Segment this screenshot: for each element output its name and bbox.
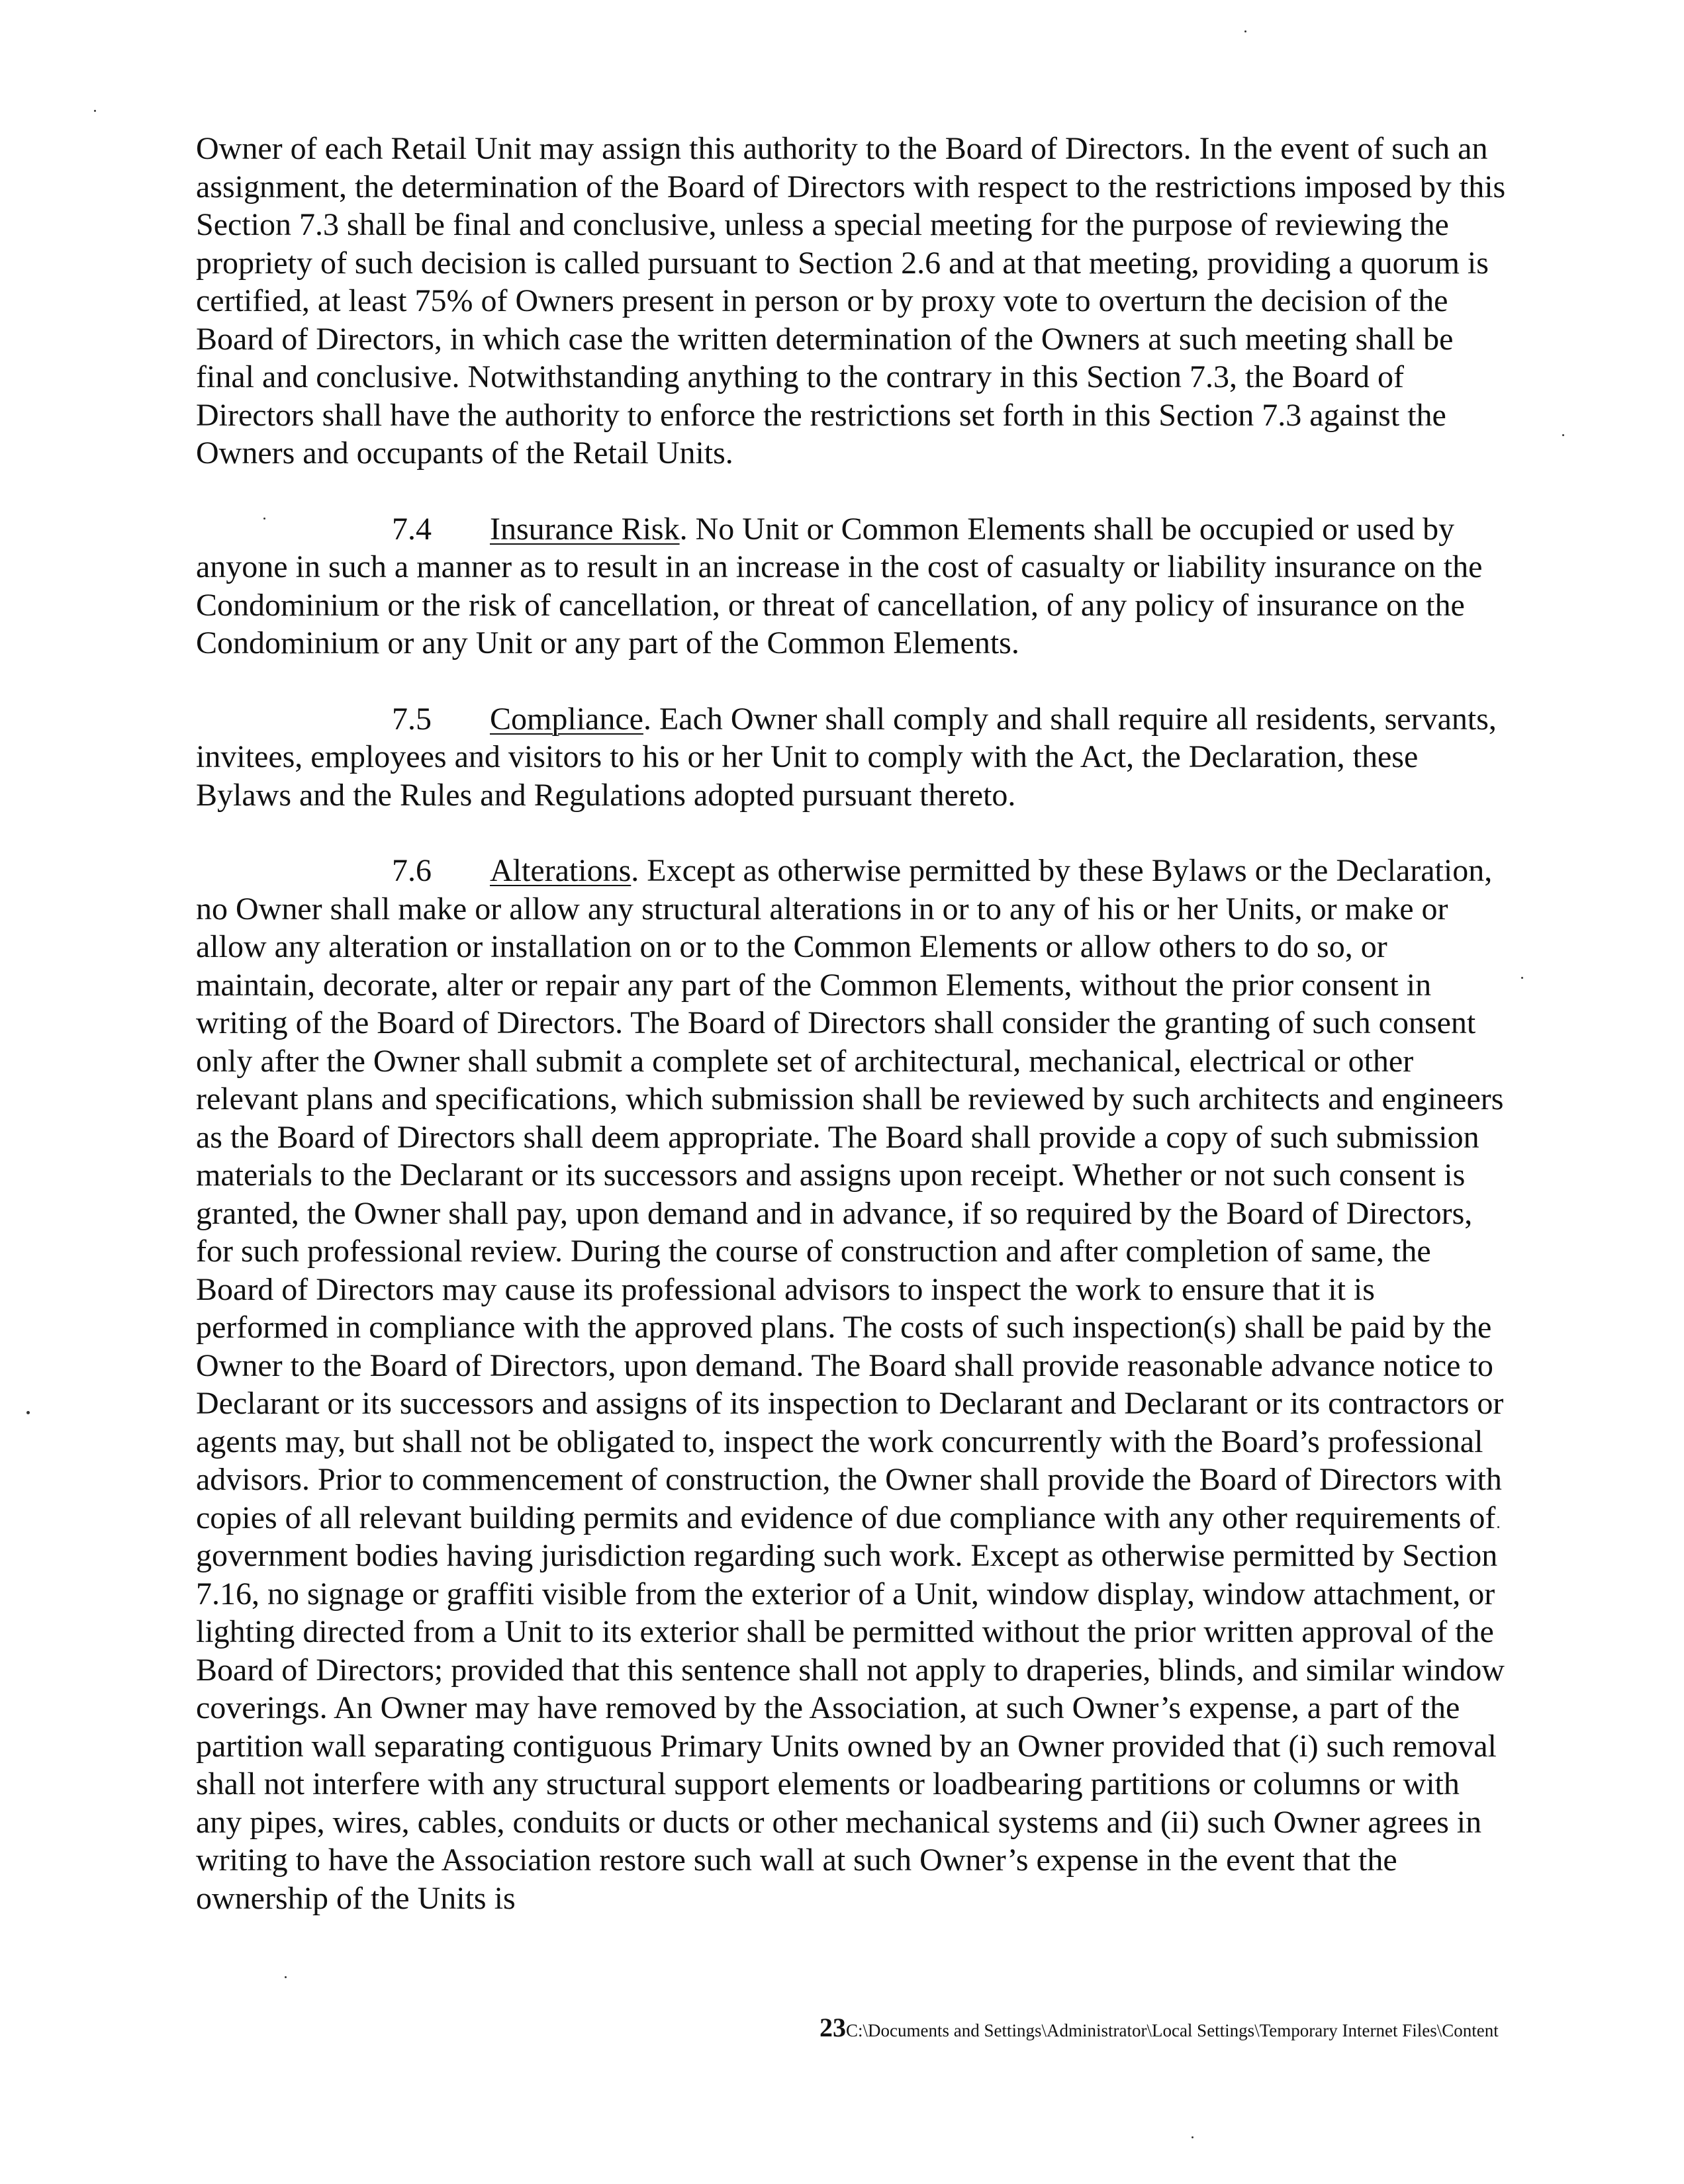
document-page bbox=[196, 130, 1507, 1917]
section-number: 7.6 bbox=[392, 853, 432, 888]
scan-speck bbox=[94, 110, 96, 112]
scan-speck bbox=[1521, 977, 1523, 979]
section-number: 7.5 bbox=[392, 701, 432, 737]
page-number: 23 bbox=[819, 2013, 846, 2042]
section-7-6 bbox=[196, 852, 1507, 1917]
intro-paragraph: Owner of each Retail Unit may assign this authority to the Board of Directors. In the event of such an assignment, the determination of the Board of Directors with respect to the restrictions imposed by this Section 7.3 shall be final and conclusive, unless a special meeting for the purpose of reviewing the propriety of such decision is called pursuant to Section 2.6 and at that meeting, providing a quorum is certified, at least 75% of Owners present in person or by proxy vote to overturn the decision of the Board of Directors, in which case the written determination of the Owners at such meeting shall be final and conclusive. Notwithstanding anything to the contrary in this Section 7.3, the Board of Directors shall have the authority to enforce the restrictions set forth in this Section 7.3 against the Owners and occupants of the Retail Units. bbox=[196, 131, 1506, 471]
section-text: . Except as otherwise permitted by these Bylaws or the Declaration, no Owner shall make or allow any structural alterations in or to any of his or her Units, or make or allow any alteration or installation on or to the Common Elements or allow others to do so, or maintain, decorate, alter or repair any part of the Common Elements, without the prior consent in writing of the Board of Directors. The Board of Directors shall consider the granting of such consent only after the Owner shall submit a complete set of architectural, mechanical, electrical or other relevant plans and specifications, which submission shall be reviewed by such architects and engineers as the Board of Directors shall deem appropriate. The Board shall provide a copy of such submission materials to the Declarant or its successors and assigns upon receipt. Whether or not such consent is granted, the Owner shall pay, upon demand and in advance, if so required by the Board of Directors, for such professional review. During the course of construction and after completion of same, the Board of Directors may cause its professional advisors to inspect the work to ensure that it is performed in compliance with the approved plans. The costs of such inspection(s) shall be paid by the Owner to the Board of Directors, upon demand. The Board shall provide reasonable advance notice to Declarant or its successors and assigns of its inspection to Declarant and Declarant or its contractors or agents may, but shall not be obligated to, inspect the work concurrently with the Board’s professional advisors. Prior to commencement of construction, the Owner shall provide the Board of Directors with copies of all relevant building permits and evidence of due compliance with any other requirements of government bodies having jurisdiction regarding such work. Except as otherwise permitted by Section 7.16, no signage or graffiti visible from the exterior of a Unit, window display, window attachment, or lighting directed from a Unit to its exterior shall be permitted without the prior written approval of the Board of Directors; provided that this sentence shall not apply to draperies, blinds, and similar window coverings. An Owner may have removed by the Association, at such Owner’s expense, a part of the partition wall separating contiguous Primary Units owned by an Owner provided that (i) such removal shall not interfere with any structural support elements or loadbearing partitions or columns or with any pipes, wires, cables, conduits or ducts or other mechanical systems and (ii) such Owner agrees in writing to have the Association restore such wall at such Owner’s expense in the event that the ownership of the Units is bbox=[196, 853, 1505, 1916]
scan-speck bbox=[263, 518, 265, 520]
section-title: Compliance bbox=[490, 701, 643, 737]
section-title: Alterations bbox=[490, 853, 632, 888]
scan-speck bbox=[26, 1411, 30, 1414]
section-title: Insurance Risk bbox=[490, 511, 680, 547]
scan-speck bbox=[1192, 2136, 1193, 2138]
section-text: . No Unit or Common Elements shall be occupied or used by anyone in such a manner as to result in an increase in the cost of casualty or liability insurance on the Condominium or the risk of cancellation, or threat of cancellation, of any policy of insurance on the Condominium or any Unit or any part of the Common Elements. bbox=[196, 511, 1483, 660]
section-text: . Each Owner shall comply and shall require all residents, servants, invitees, employees and visitors to his or her Unit to comply with the Act, the Declaration, these Bylaws and the Rules and Regulations adopted pursuant thereto. bbox=[196, 701, 1497, 813]
section-7-4 bbox=[196, 510, 1507, 662]
section-number: 7.4 bbox=[392, 511, 432, 547]
page-footer bbox=[819, 2012, 1499, 2043]
scan-speck bbox=[1244, 30, 1246, 32]
section-7-5 bbox=[196, 700, 1507, 815]
scan-speck bbox=[1562, 434, 1564, 436]
file-path: C:\Documents and Settings\Administrator\Local Settings\Temporary Internet Files\Content bbox=[846, 2021, 1499, 2040]
scan-speck bbox=[285, 1976, 287, 1978]
scan-speck bbox=[1497, 1526, 1499, 1528]
